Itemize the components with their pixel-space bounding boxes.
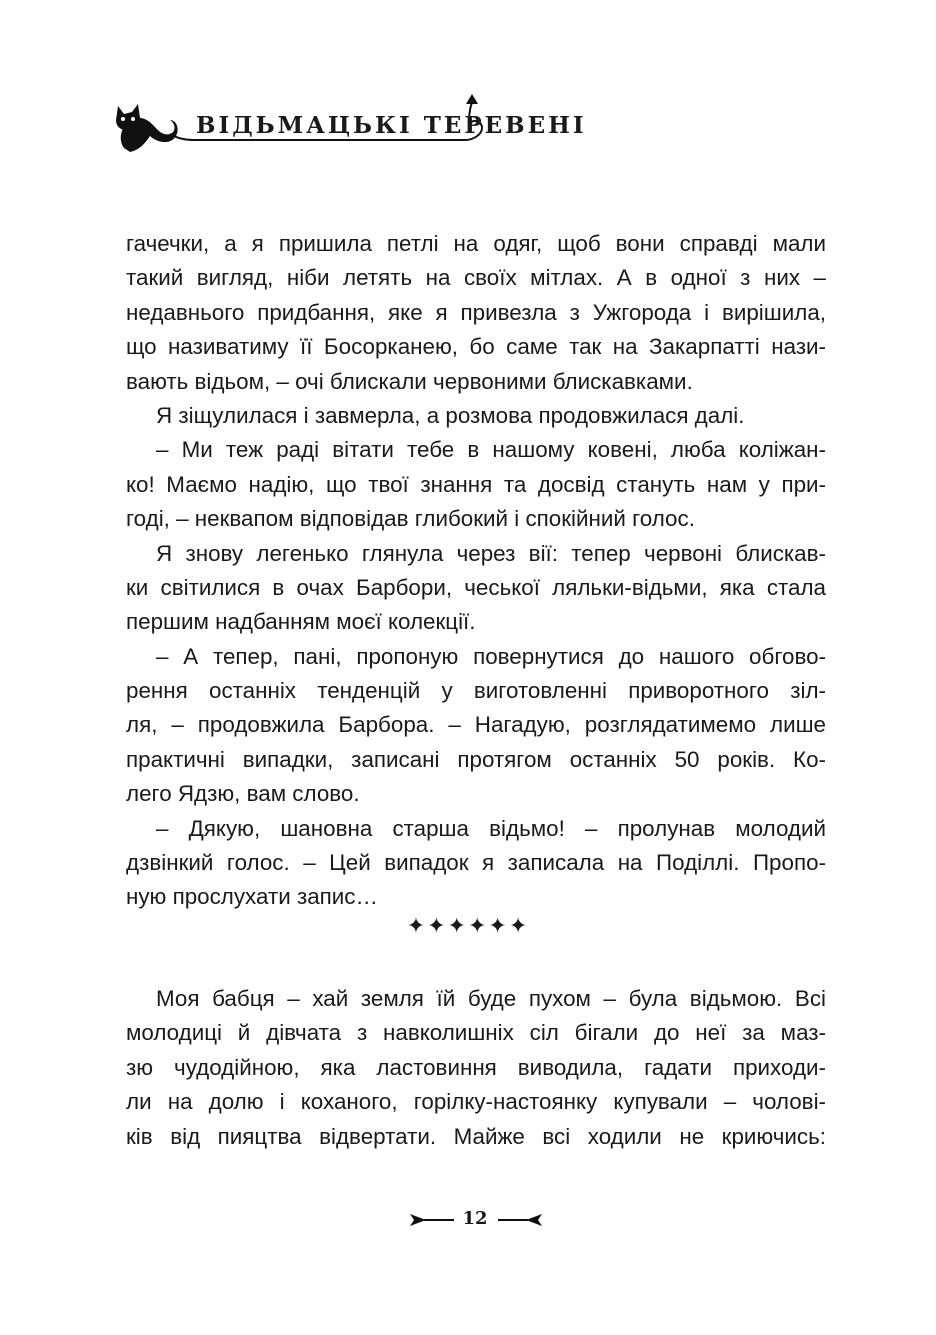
text-line: такий вигляд, ніби летять на своїх мітлах. А в одної з них – (126, 265, 826, 291)
section-separator: ✦✦✦✦✦✦ (406, 913, 530, 938)
text-line: дзвінкий голос. – Цей випадок я записала на Поділлі. Пропо- (126, 850, 826, 876)
running-header (110, 90, 587, 160)
header-title: ВІДЬМАЦЬКІ ТЕРЕВЕНІ (196, 112, 587, 139)
body-text-block (126, 227, 826, 915)
text-line: – Ми теж раді вітати тебе в нашому ковені, люба коліжан- (156, 437, 826, 463)
text-line: що називатиму її Босорканею, бо саме так на Закарпатті нази- (126, 334, 826, 360)
page-number: 12 (462, 1208, 488, 1229)
text-line: вають відьом, – очі блискали червоними блискавками. (126, 368, 693, 394)
text-line: ли на долю і коханого, горілку-настоянку купували – чолові- (126, 1089, 826, 1115)
text-line: Я зіщулилася і завмерла, а розмова продовжилася далі. (156, 402, 745, 428)
text-line: лего Ядзю, вам слово. (126, 781, 360, 807)
text-line: зю чудодійною, яка ластовиння виводила, гадати приходи- (126, 1054, 826, 1080)
text-line: Моя бабця – хай земля їй буде пухом – була відьмою. Всі (156, 986, 826, 1011)
text-line: Я знову легенько глянула через вії: тепер червоні блискав- (156, 540, 826, 566)
text-line: – Дякую, шановна старша відьмо! – пролунав молодий (156, 815, 826, 841)
text-line: ків від пияцтва відвертати. Майже всі ходили не криючись: (126, 1123, 826, 1149)
text-line: недавнього придбання, яке я привезла з Ужгорода і вирішила, (126, 299, 826, 325)
text-line: ную прослухати запис… (126, 884, 378, 910)
page-footer (400, 1200, 550, 1240)
text-line: практичні випадки, записані протягом останніх 50 років. Ко- (126, 746, 826, 772)
text-line: рення останніх тенденцій у виготовленні приворотного зіл- (126, 678, 826, 704)
text-line: ки світилися в очах Барбори, чеської ляльки-відьми, яка стала (126, 574, 826, 600)
body-text-block (126, 982, 826, 1154)
text-line: гачечки, а я пришила петлі на одяг, щоб вони справді мали (126, 231, 826, 256)
text-line: годі, – неквапом відповідав глибокий і спокійний голос. (126, 506, 695, 532)
text-line: ко! Маємо надію, що твої знання та досвід стануть нам у при- (126, 471, 826, 497)
text-line: ля, – продовжила Барбора. – Нагадую, розглядатимемо лише (126, 712, 826, 738)
text-line: – А тепер, пані, пропоную повернутися до нашого обгово- (156, 643, 826, 669)
text-line: молодиці й дівчата з навколишніх сіл бігали до неї за маз- (126, 1020, 826, 1046)
text-line: першим надбанням моєї колекції. (126, 609, 476, 635)
broom-icon (496, 1206, 544, 1236)
